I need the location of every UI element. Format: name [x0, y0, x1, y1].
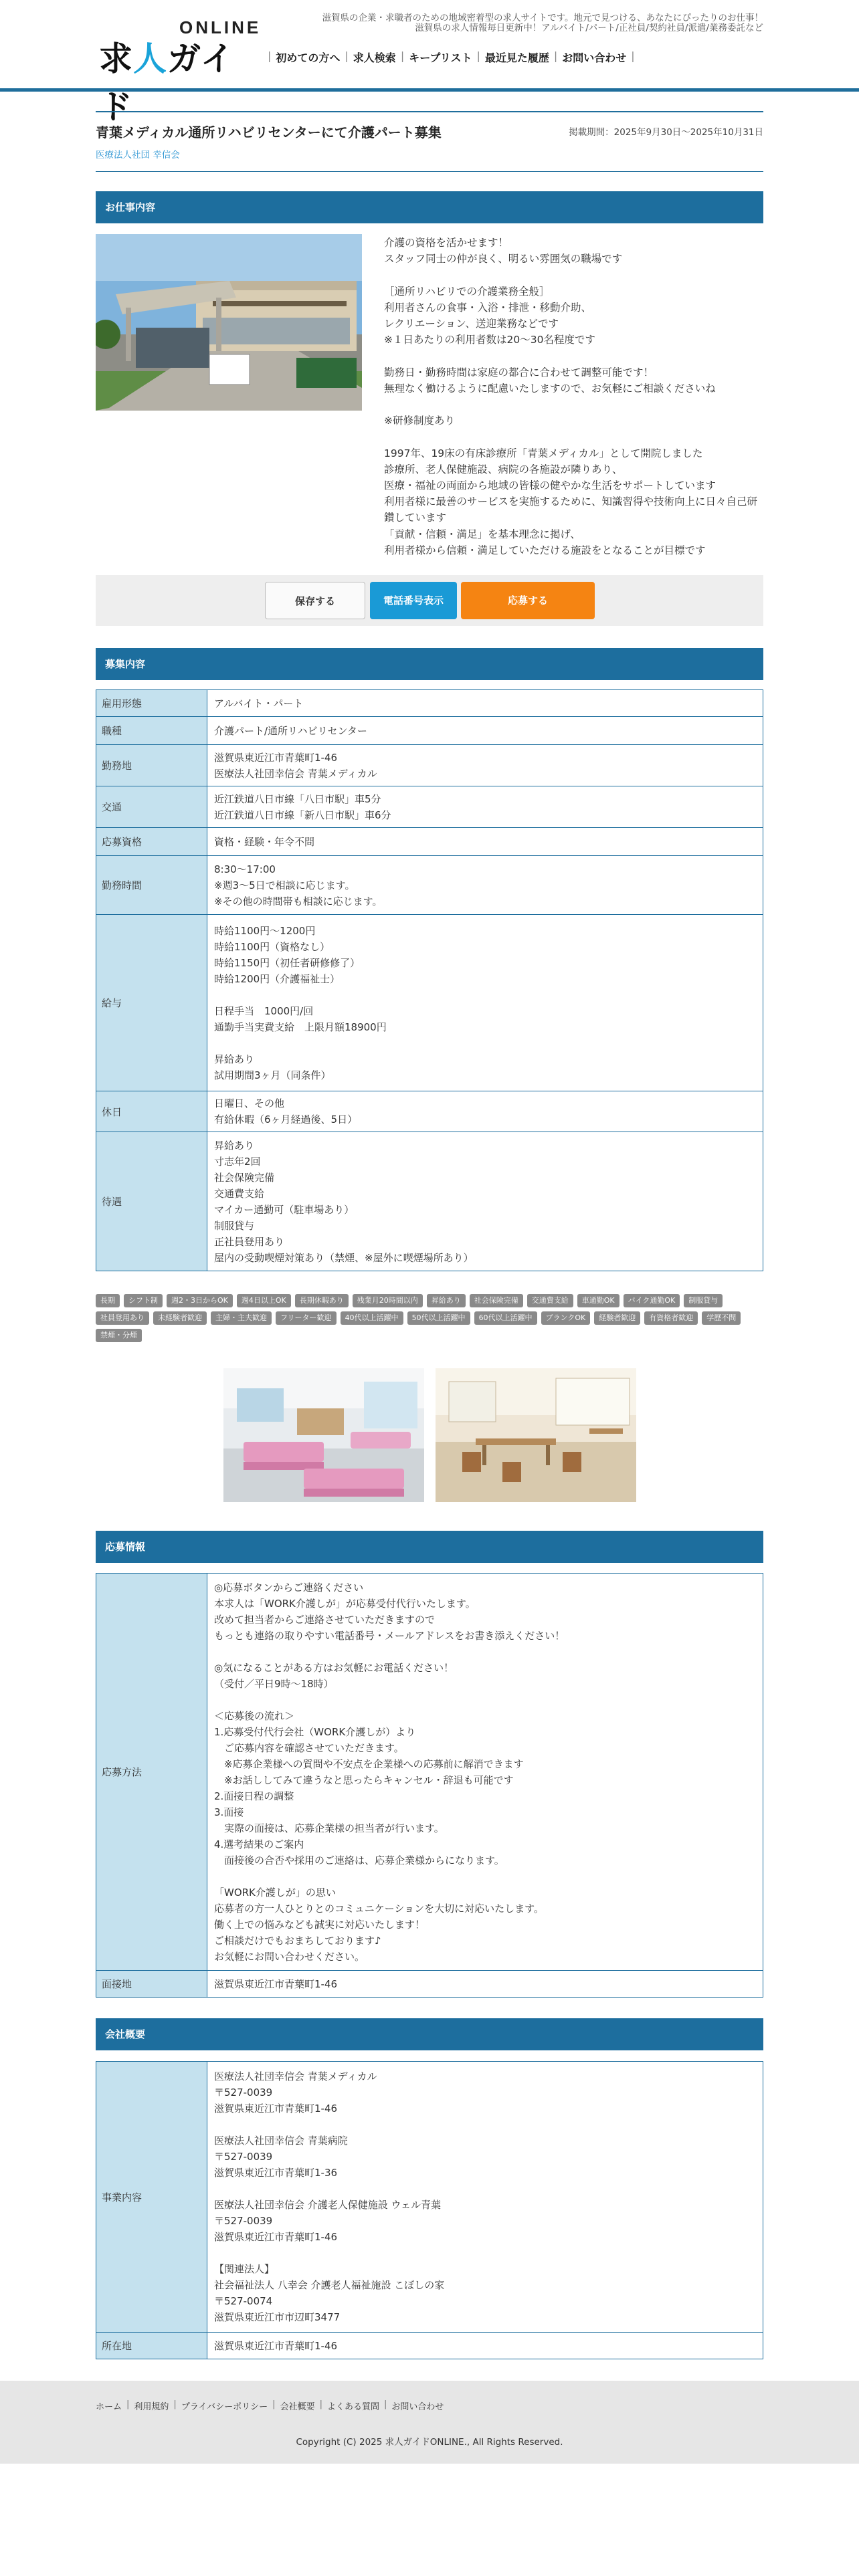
recruit-table: [96, 689, 763, 1271]
footer-nav: [96, 2399, 444, 2412]
feature-tag[interactable]: バイク通勤OK: [624, 1294, 680, 1307]
site-logo[interactable]: [99, 15, 263, 126]
nav-separator: |: [345, 49, 349, 62]
row-value: 医療法人社団幸信会 青葉メディカル 〒527-0039 滋賀県東近江市青葉町1-46 医療法人社団幸信会 青葉病院 〒527-0039 滋賀県東近江市青葉町1-36 医療法人社団幸信会 介護老人保健施設 ウェル青葉 〒527-0039 滋賀県東近江市青葉町1-46 【関連法人】 社会福祉法人 八幸会 介護老人福祉施設 こぼしの家 〒527-0074 滋賀県東近江市市辺町3477: [207, 2062, 763, 2333]
footer-link-home[interactable]: ホーム: [96, 2402, 122, 2412]
footer-separator: |: [383, 2399, 387, 2409]
row-value: 滋賀県東近江市青葉町1-46: [207, 1971, 763, 1998]
section-header-apply: 応募情報: [96, 1531, 763, 1563]
feature-tag[interactable]: 週4日以上OK: [237, 1294, 291, 1307]
tagline-line-1: 滋賀県の企業・求職者のための地域密着型の求人サイトです。地元で見つける、あなたにぴったりのお仕事！: [322, 13, 763, 23]
feature-tag[interactable]: 制服貸与: [684, 1294, 723, 1307]
section-header-recruit: 募集内容: [96, 648, 763, 680]
table-row: [96, 2333, 763, 2359]
feature-tag[interactable]: 有資格者歓迎: [644, 1311, 698, 1325]
row-value: アルバイト・パート: [207, 690, 763, 717]
feature-tag[interactable]: 50代以上活躍中: [407, 1311, 470, 1325]
table-row: [96, 828, 763, 856]
feature-tag[interactable]: 経験者歓迎: [594, 1311, 640, 1325]
row-label: 勤務地: [96, 745, 207, 786]
feature-tag[interactable]: 禁煙・分煙: [96, 1329, 142, 1342]
row-value: ◎応募ボタンからご連絡ください 本求人は「WORK介護しが」が応募受付代行いたします。 改めて担当者からご連絡させていただきますので もっとも連絡の取りやすい電話番号・メールアドレスをお書き添えください！ ◎気になることがある方はお気軽にお電話ください！ （受付／平日9時〜18時） ＜応募後の流れ＞ 1.応募受付代行会社（WORK介護しが）より ご応募内容を確認させていただきます。 ※応募企業様への質問や不安点を企業様への応募前に解消できます ※お話ししてみて違うなと思ったらキャンセル・辞退も可能です 2.面接日程の調整 3.面接 実際の面接は、応募企業様の担当者が行います。 4.選考結果のご案内 面接後の合否や採用のご連絡は、応募企業様からになります。 「WORK介護しが」の思い 応募者の方一人ひとりとのコミュニケーションを大切に対応いたします。 働く上での悩みなども誠実に対応いたします！ ご相談だけでもおまちしております♪ お気軽にお問い合わせください。: [207, 1574, 763, 1971]
nav-separator: |: [400, 49, 405, 62]
row-value: 日曜日、その他 有給休暇（6ヶ月経過後、5日）: [207, 1091, 763, 1132]
table-row: [96, 717, 763, 745]
logo-online-text: ONLINE: [179, 17, 262, 37]
row-label: 事業内容: [96, 2062, 207, 2333]
copyright: Copyright (C) 2025 求人ガイドONLINE., All Rights Reserved.: [296, 2437, 563, 2448]
feature-tag[interactable]: 主婦・主夫歓迎: [211, 1311, 272, 1325]
job-title-box: [96, 111, 763, 172]
nav-separator: |: [631, 49, 635, 62]
row-label: 雇用形態: [96, 690, 207, 717]
feature-tag[interactable]: 社員登用あり: [96, 1311, 149, 1325]
row-value: 滋賀県東近江市青葉町1-46 医療法人社団幸信会 青葉メディカル: [207, 745, 763, 786]
row-label: 面接地: [96, 1971, 207, 1998]
apply-button[interactable]: 応募する: [461, 582, 595, 619]
feature-tag[interactable]: 交通費支給: [527, 1294, 573, 1307]
nav-recent-history[interactable]: 最近見た履歴: [484, 51, 549, 64]
feature-tag[interactable]: 残業月20時間以内: [353, 1294, 423, 1307]
row-value: 介護パート/通所リハビリセンター: [207, 717, 763, 745]
row-value: 8:30〜17:00 ※週3〜5日で相談に応じます。 ※その他の時間帯も相談に応じます。: [207, 856, 763, 915]
day-room-photo: [436, 1368, 636, 1502]
feature-tag[interactable]: フリーター歓迎: [276, 1311, 337, 1325]
feature-tag[interactable]: 週2・3日からOK: [167, 1294, 233, 1307]
row-label: 勤務時間: [96, 856, 207, 915]
nav-job-search[interactable]: 求人検索: [353, 51, 396, 64]
nav-separator: |: [268, 49, 272, 62]
row-value: 資格・経験・年令不問: [207, 828, 763, 856]
facility-exterior-photo: [96, 234, 362, 411]
row-label: 交通: [96, 786, 207, 828]
row-label: 応募資格: [96, 828, 207, 856]
nav-separator: |: [553, 49, 558, 62]
feature-tag[interactable]: 40代以上活躍中: [341, 1311, 403, 1325]
company-name-link[interactable]: 医療法人社団 幸信会: [96, 150, 180, 160]
table-row: [96, 786, 763, 828]
feature-tags: [96, 1294, 763, 1342]
global-nav: [263, 49, 640, 65]
footer-link-terms[interactable]: 利用規約: [134, 2402, 169, 2412]
nav-first-time[interactable]: 初めての方へ: [276, 51, 341, 64]
feature-tag[interactable]: シフト制: [124, 1294, 163, 1307]
feature-tag[interactable]: 車通勤OK: [577, 1294, 619, 1307]
table-row: [96, 2062, 763, 2333]
row-label: 給与: [96, 915, 207, 1091]
posting-period: 掲載期間：2025年9月30日〜2025年10月31日: [569, 127, 763, 138]
table-row: [96, 745, 763, 786]
show-phone-button[interactable]: 電話番号表示: [370, 582, 457, 619]
feature-tag[interactable]: 昇給あり: [427, 1294, 466, 1307]
feature-tag[interactable]: 長期休暇あり: [295, 1294, 349, 1307]
job-description: 介護の資格を活かせます！ スタッフ同士の仲が良く、明るい雰囲気の職場です ［通所リハビリでの介護業務全般］ 利用者さんの食事・入浴・排泄・移動介助、 レクリエーション、送迎業務などです ※１日あたりの利用者数は20〜30名程度です 勤務日・勤務時間は家庭の都合に合わせて調整可能です！ 無理なく働けるように配慮いたしますので、お気軽にご相談くださいね ※研修制度あり 1997年、19床の有床診療所「青葉メディカル」として開院しました 診療所、老人保健施設、病院の各施設が隣りあり、 医療・福祉の両面から地域の皆様の健やかな生活をサポートしています 利用者様に最善のサービスを実施するために、知識習得や技術向上に日々自己研鑽しています 「貢献・信頼・満足」を基本理念に掲げ、 利用者様から信頼・満足していただける施設をとなることが目標です: [384, 237, 758, 556]
feature-tag[interactable]: 未経験者歓迎: [153, 1311, 207, 1325]
job-title: 青葉メディカル通所リハビリセンターにて介護パート募集: [96, 124, 442, 140]
row-label: 待遇: [96, 1132, 207, 1271]
site-tagline: [295, 13, 763, 33]
footer-link-company[interactable]: 会社概要: [280, 2402, 315, 2412]
feature-tag[interactable]: 学歴不問: [702, 1311, 741, 1325]
footer-separator: |: [126, 2399, 130, 2409]
row-label: 職種: [96, 717, 207, 745]
row-value: 昇給あり 寸志年2回 社会保険完備 交通費支給 マイカー通勤可（駐車場あり） 制服貸与 正社員登用あり 屋内の受動喫煙対策あり（禁煙、※屋外に喫煙場所あり）: [207, 1132, 763, 1271]
footer-link-faq[interactable]: よくある質問: [326, 2402, 379, 2412]
feature-tag[interactable]: 社会保険完備: [470, 1294, 523, 1307]
waiting-room-photo: [223, 1368, 424, 1502]
feature-tag[interactable]: 長期: [96, 1294, 120, 1307]
save-button[interactable]: 保存する: [265, 582, 365, 619]
table-row: [96, 690, 763, 717]
row-value: 近江鉄道八日市線「八日市駅」車5分 近江鉄道八日市線「新八日市駅」車6分: [207, 786, 763, 828]
section-header-work: お仕事内容: [96, 191, 763, 223]
table-row: [96, 856, 763, 915]
footer-separator: |: [319, 2399, 322, 2409]
apply-table: [96, 1573, 763, 1998]
nav-keep-list[interactable]: キープリスト: [409, 51, 472, 64]
nav-contact[interactable]: お問い合わせ: [562, 51, 627, 64]
feature-tag[interactable]: ブランクOK: [541, 1311, 591, 1325]
table-row: [96, 1132, 763, 1271]
site-header: [0, 0, 859, 126]
feature-tag[interactable]: 60代以上活躍中: [474, 1311, 537, 1325]
table-row: [96, 1574, 763, 1971]
logo-main-text: 求人ガイド: [99, 39, 235, 126]
table-row: [96, 915, 763, 1091]
row-label: 応募方法: [96, 1574, 207, 1971]
site-footer: [0, 2381, 859, 2464]
footer-link-contact[interactable]: お問い合わせ: [391, 2402, 444, 2412]
row-label: 休日: [96, 1091, 207, 1132]
footer-link-privacy[interactable]: プライバシーポリシー: [181, 2402, 268, 2412]
row-value: 滋賀県東近江市青葉町1-46: [207, 2333, 763, 2359]
action-button-bar: [96, 575, 763, 626]
footer-separator: |: [272, 2399, 276, 2409]
table-row: [96, 1091, 763, 1132]
footer-separator: |: [173, 2399, 177, 2409]
table-row: [96, 1971, 763, 1998]
row-value: 時給1100円〜1200円 時給1100円（資格なし） 時給1150円（初任者研修修了） 時給1200円（介護福祉士） 日程手当 1000円/回 通勤手当実費支給 上限月額18900円 昇給あり 試用期間3ヶ月（同条件）: [207, 915, 763, 1091]
company-table: [96, 2061, 763, 2359]
tagline-line-2: 滋賀県の求人情報毎日更新中！アルバイト/パート/正社員/契約社員/派遣/業務委託など: [415, 23, 763, 33]
row-label: 所在地: [96, 2333, 207, 2359]
nav-separator: |: [476, 49, 480, 62]
section-header-company: 会社概要: [96, 2018, 763, 2050]
